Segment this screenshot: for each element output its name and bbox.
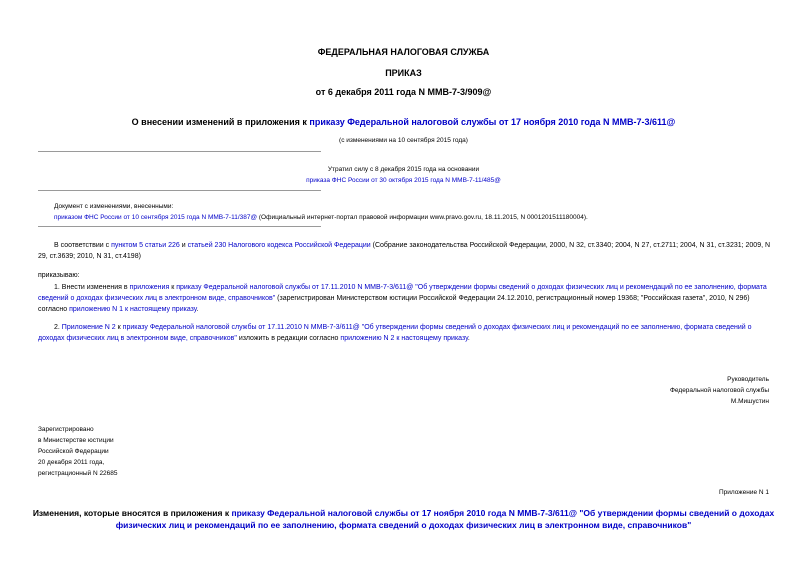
preamble-text: (Собрание законодательства Российской Федерации, 2000, N 32, ст.3340; 2004, N 27, ст.2711; 2004, N 31, ст.3231; 2009, N 29, ст.3639; 2010, N 31, ст.4198) bbox=[38, 242, 771, 260]
status-line: Утратил силу с 8 декабря 2015 года на основании bbox=[327, 166, 480, 173]
item-text: . bbox=[467, 335, 470, 342]
item-1-link-appendices[interactable]: приложения bbox=[129, 284, 170, 291]
signature-name: М.Мишустин bbox=[730, 398, 769, 405]
preamble-link-article-226[interactable]: пунктом 5 статьи 226 bbox=[111, 242, 180, 249]
changes-line bbox=[54, 212, 774, 223]
item-text: 1. Внести изменения в bbox=[54, 284, 130, 291]
item-text: 2. bbox=[54, 324, 62, 331]
item-text: к bbox=[169, 284, 177, 291]
divider bbox=[38, 190, 321, 191]
signature-position: Руководитель bbox=[727, 376, 769, 383]
agency-name: ФЕДЕРАЛЬНАЯ НАЛОГОВАЯ СЛУЖБА bbox=[317, 47, 490, 57]
preamble-link-article-230[interactable]: статьей 230 Налогового кодекса Российской Федерации bbox=[187, 242, 371, 249]
doc-subtitle: (с изменениями на 10 сентября 2015 года) bbox=[339, 137, 468, 144]
registration-block bbox=[38, 424, 118, 479]
doc-title bbox=[0, 116, 807, 128]
item-text: изложить в редакции согласно bbox=[236, 335, 341, 342]
appendix-label: Приложение N 1 bbox=[718, 489, 769, 496]
divider bbox=[38, 226, 321, 227]
order-item-1 bbox=[38, 282, 773, 315]
status-link[interactable]: приказа ФНС России от 30 октября 2015 года N ММВ-7-11/485@ bbox=[306, 177, 501, 184]
appendix-title bbox=[30, 507, 777, 531]
item-2-link-order[interactable]: приказу Федеральной налоговой службы от 17.11.2010 N ММВ-7-3/611@ "Об утверждении формы сведений о доходах физических лиц и рекомендаций по ее заполнению, формата сведений о доходах физических лиц в электронном виде, справочников" bbox=[38, 324, 752, 342]
doc-date-number: от 6 декабря 2011 года N ММВ-7-3/909@ bbox=[315, 87, 492, 97]
item-text: к bbox=[115, 324, 123, 331]
signature-agency: Федеральной налоговой службы bbox=[669, 387, 769, 394]
doc-type: ПРИКАЗ bbox=[385, 68, 422, 78]
item-2-link-appendix-2[interactable]: Приложение N 2 bbox=[61, 324, 116, 331]
preamble-text: В соответствии с bbox=[54, 242, 112, 249]
appendix-title-prefix: Изменения, которые вносятся в приложения к bbox=[32, 508, 232, 518]
registration-line: регистрационный N 22685 bbox=[38, 470, 118, 477]
registration-line: Зарегистрировано bbox=[38, 426, 94, 433]
order-word: приказываю: bbox=[38, 272, 80, 279]
registration-line: в Министерстве юстиции bbox=[38, 437, 114, 444]
item-text: . bbox=[196, 306, 199, 313]
item-text: (зарегистрирован Министерством юстиции Российской Федерации 24.12.2010, регистрационный номер 19368; "Российская газета", 2010, N 296) согласно bbox=[38, 295, 750, 313]
item-1-link-appendix-1[interactable]: приложению N 1 к настоящему приказу bbox=[69, 306, 197, 313]
item-2-link-appendix-2-ref[interactable]: приложению N 2 к настоящему приказу bbox=[340, 335, 468, 342]
registration-line: 20 декабря 2011 года, bbox=[38, 459, 105, 466]
changes-link[interactable]: приказом ФНС России от 10 сентября 2015 года N ММВ-7-11/387@ bbox=[54, 214, 258, 221]
signature-block bbox=[670, 374, 769, 407]
registration-line: Российской Федерации bbox=[38, 448, 109, 455]
preamble-paragraph bbox=[38, 240, 773, 262]
preamble-text: и bbox=[179, 242, 188, 249]
appendix-title-link[interactable]: приказу Федеральной налоговой службы от 17 ноября 2010 года N ММВ-7-3/611@ "Об утверждении формы сведений о доходах физических лиц и рекомендаций по ее заполнению, формата сведений о доходах физических лиц в электронном виде, справочников" bbox=[115, 508, 775, 530]
doc-title-prefix: О внесении изменений в приложения к bbox=[131, 117, 310, 127]
changes-label: Документ с изменениями, внесенными: bbox=[54, 203, 174, 210]
changes-rest: (Официальный интернет-портал правовой информации www.pravo.gov.ru, 18.11.2015, N 0001201511180004). bbox=[257, 214, 588, 221]
item-1-link-order[interactable]: приказу Федеральной налоговой службы от 17.11.2010 N ММВ-7-3/611@ "Об утверждении формы сведений о доходах физических лиц и рекомендаций по ее заполнению, формата сведений о доходах физических лиц в электронном виде, справочников" bbox=[38, 284, 767, 302]
order-item-2 bbox=[38, 322, 773, 344]
doc-title-link[interactable]: приказу Федеральной налоговой службы от 17 ноября 2010 года N ММВ-7-3/611@ bbox=[309, 117, 676, 127]
divider bbox=[38, 151, 321, 152]
